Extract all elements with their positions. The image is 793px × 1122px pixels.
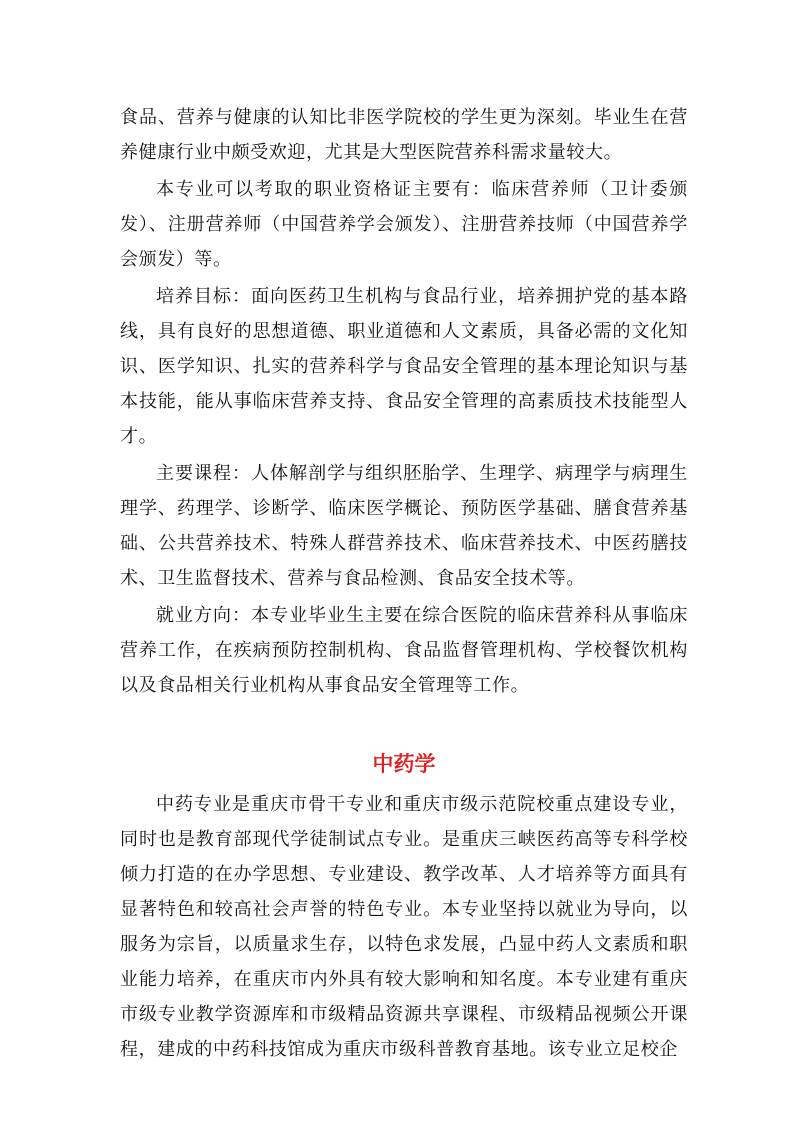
paragraph-career-direction: 就业方向：本专业毕业生主要在综合医院的临床营养科从事临床营养工作，在疾病预防控制机构、食品监督管理机构、学校餐饮机构以及食品相关行业机构从事食品安全管理等工作。 [120,605,688,696]
document-body [120,100,688,1069]
paragraph-nutrition-employment: 食品、营养与健康的认知比非医学院校的学生更为深刻。毕业生在营养健康行业中颇受欢迎，尤其是大型医院营养科需求量较大。 [120,107,688,163]
paragraph-chinese-pharmacy-intro: 中药专业是重庆市骨干专业和重庆市级示范院校重点建设专业，同时也是教育部现代学徒制试点专业。是重庆三峡医药高等专科学校倾力打造的在办学思想、专业建设、教学改革、人才培养等方面具有显著特色和较高社会声誉的特色专业。本专业坚持以就业为导向，以服务为宗旨，以质量求生存，以特色求发展，凸显中药人文素质和职业能力培养，在重庆市内外具有较大影响和知名度。本专业建有重庆市级专业教学资源库和市级精品资源共享课程、市级精品视频公开课程，建成的中药科技馆成为重庆市级科普教育基地。该专业立足校企 [120,794,688,1060]
paragraph-certificates: 本专业可以考取的职业资格证主要有：临床营养师（卫计委颁发）、注册营养师（中国营养学会颁发）、注册营养技师（中国营养学会颁发）等。 [120,179,688,270]
paragraph-training-objective: 培养目标：面向医药卫生机构与食品行业，培养拥护党的基本路线，具有良好的思想道德、职业道德和人文素质，具备必需的文化知识、医学知识、扎实的营养科学与食品安全管理的基本理论知识与基本技能，能从事临床营养支持、食品安全管理的高素质技术技能型人才。 [120,286,688,447]
section-title-chinese-pharmacy: 中药学 [372,752,436,776]
paragraph-main-courses: 主要课程：人体解剖学与组织胚胎学、生理学、病理学与病理生理学、药理学、诊断学、临床医学概论、预防医学基础、膳食营养基础、公共营养技术、特殊人群营养技术、临床营养技术、中医药膳技术、卫生监督技术、营养与食品检测、食品安全技术等。 [120,463,688,589]
